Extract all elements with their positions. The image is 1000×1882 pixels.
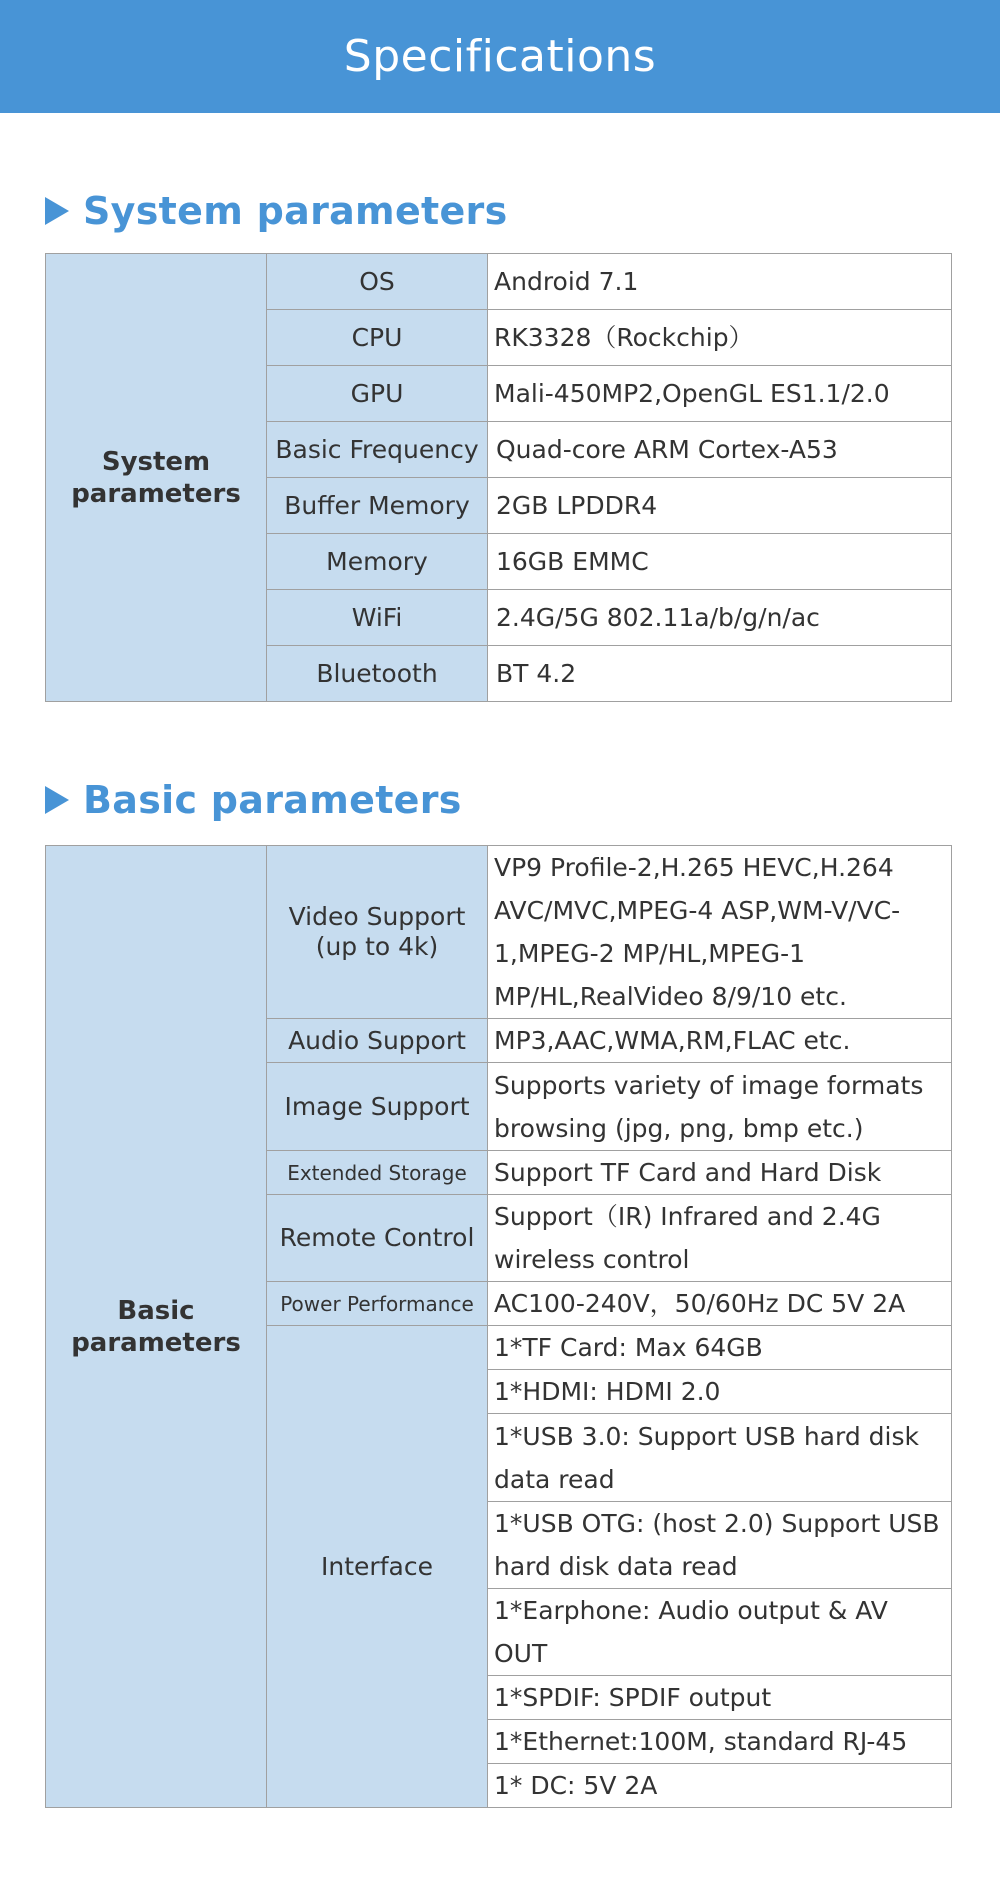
row-label: Interface [267,1326,488,1808]
interface-item: 1*USB OTG: (host 2.0) Support USB hard disk data read [488,1502,952,1589]
row-label: Remote Control [267,1195,488,1282]
row-label: Memory [267,534,488,590]
row-value: MP3,AAC,WMA,RM,FLAC etc. [488,1019,952,1063]
interface-item: 1*Earphone: Audio output & AV OUT [488,1589,952,1676]
row-value: Quad-core ARM Cortex-A53 [488,422,952,478]
group-label: Basic parameters [46,846,267,1808]
row-label: CPU [267,310,488,366]
row-value: BT 4.2 [488,646,952,702]
interface-item: 1*TF Card: Max 64GB [488,1326,952,1370]
table-row [46,254,952,310]
row-label: GPU [267,366,488,422]
table-row [46,846,952,1019]
triangle-bullet-icon [45,786,69,814]
interface-item: 1*HDMI: HDMI 2.0 [488,1370,952,1414]
system-parameters-table [45,253,952,702]
interface-item: 1*Ethernet:100M, standard RJ-45 [488,1720,952,1764]
row-value: Android 7.1 [488,254,952,310]
section-heading-basic [45,778,462,822]
page-title: Specifications [343,31,657,82]
row-value: RK3328（Rockchip） [488,310,952,366]
row-label: Bluetooth [267,646,488,702]
row-value: 2.4G/5G 802.11a/b/g/n/ac [488,590,952,646]
section-heading-system [45,189,508,233]
row-label: Audio Support [267,1019,488,1063]
basic-parameters-table [45,845,952,1808]
interface-item: 1*SPDIF: SPDIF output [488,1676,952,1720]
row-label: Extended Storage [267,1151,488,1195]
interface-item: 1*USB 3.0: Support USB hard disk data read [488,1414,952,1502]
row-label: Power Performance [267,1282,488,1326]
row-label: WiFi [267,590,488,646]
interface-item: 1* DC: 5V 2A [488,1764,952,1808]
section-title: Basic parameters [83,778,462,822]
row-label: OS [267,254,488,310]
row-label: Video Support (up to 4k) [267,846,488,1019]
row-value: Support（IR) Infrared and 2.4G wireless control [488,1195,952,1282]
row-value: AC100-240V，50/60Hz DC 5V 2A [488,1282,952,1326]
row-value: 2GB LPDDR4 [488,478,952,534]
group-label: System parameters [46,254,267,702]
section-title: System parameters [83,189,508,233]
row-value: Supports variety of image formats browsing (jpg, png, bmp etc.) [488,1063,952,1151]
row-value: Mali-450MP2,OpenGL ES1.1/2.0 [488,366,952,422]
row-value: Support TF Card and Hard Disk [488,1151,952,1195]
row-label: Buffer Memory [267,478,488,534]
triangle-bullet-icon [45,197,69,225]
row-value: VP9 Profile-2,H.265 HEVC,H.264 AVC/MVC,MPEG-4 ASP,WM-V/VC-1,MPEG-2 MP/HL,MPEG-1 MP/HL,RealVideo 8/9/10 etc. [488,846,952,1019]
page-header [0,0,1000,113]
row-value: 16GB EMMC [488,534,952,590]
row-label: Basic Frequency [267,422,488,478]
row-label: Image Support [267,1063,488,1151]
